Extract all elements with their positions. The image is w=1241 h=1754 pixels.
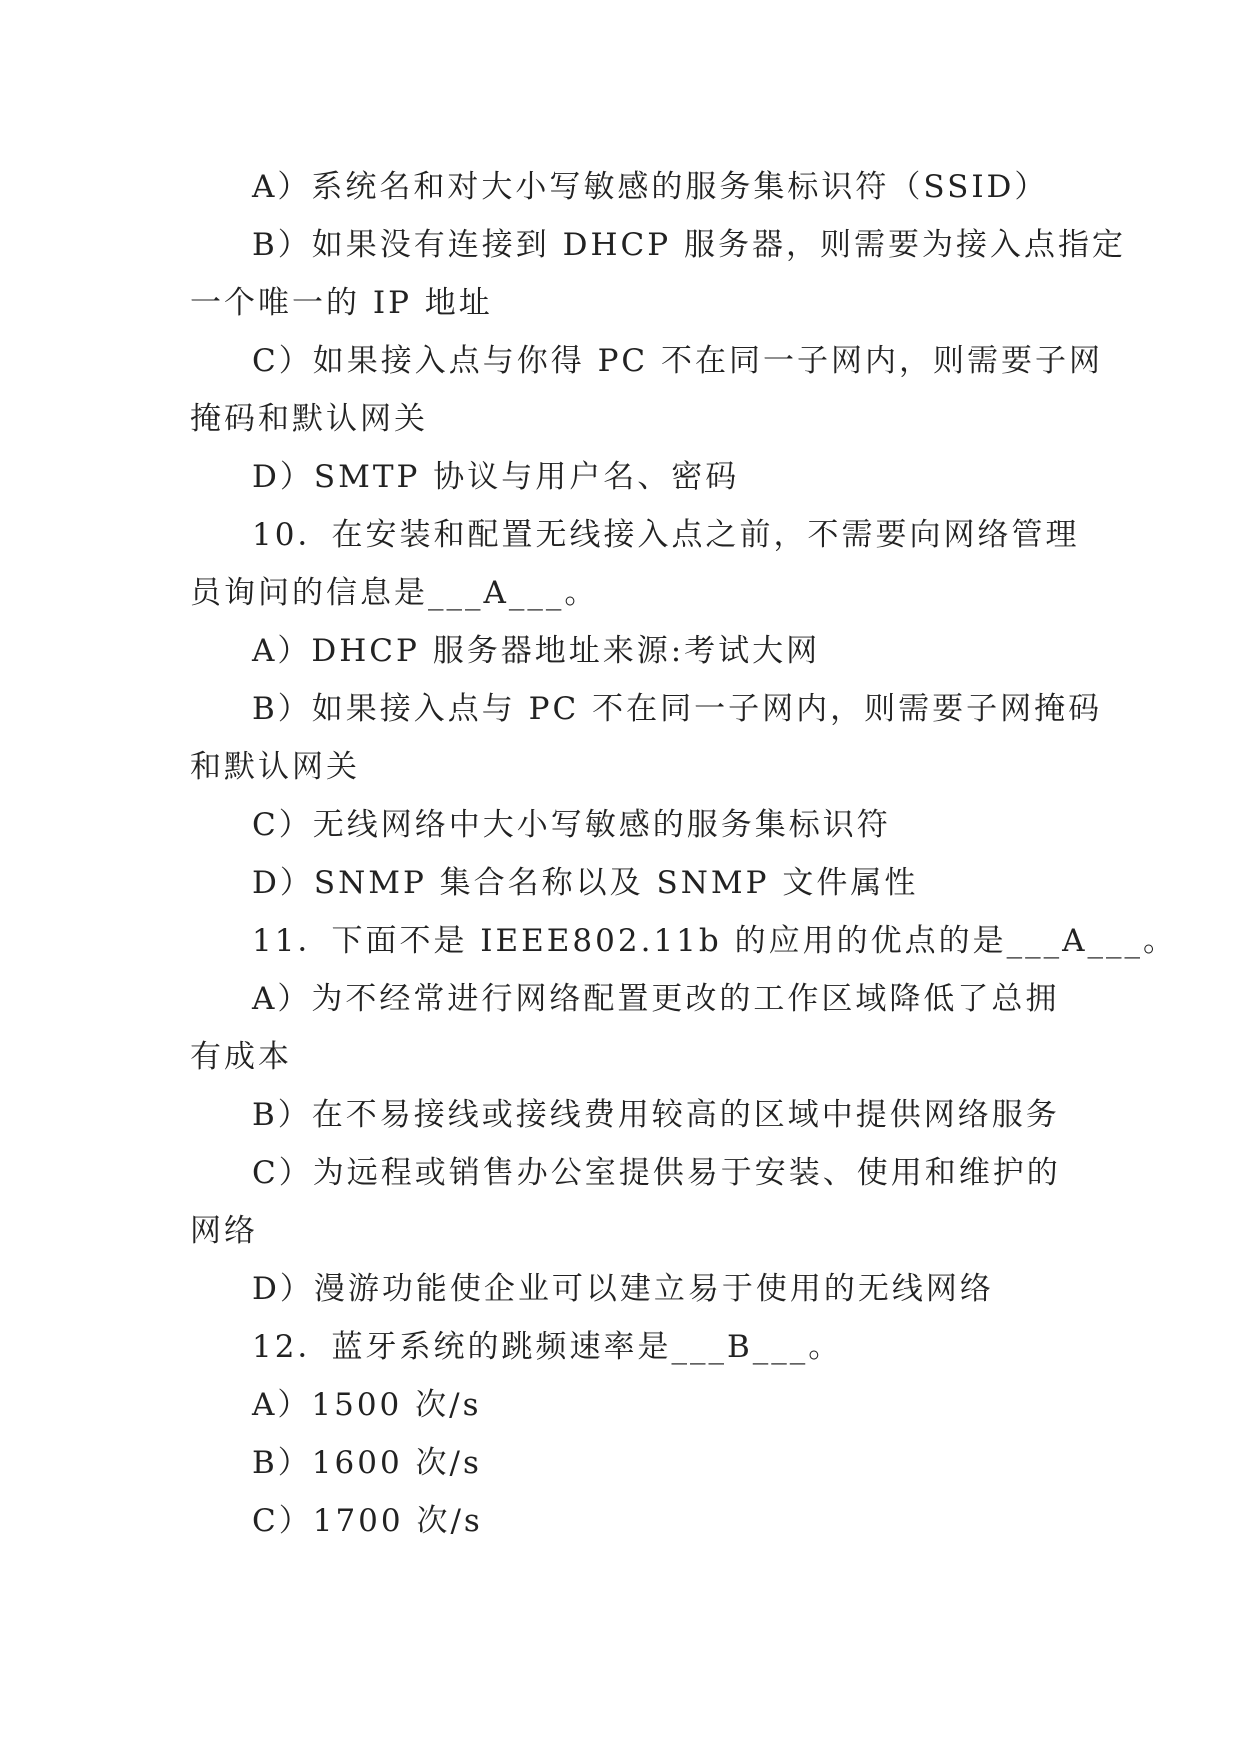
question-continuation-line: 员询问的信息是___A___。 <box>190 575 599 611</box>
question-line: 12．蓝牙系统的跳频速率是___B___。 <box>252 1329 843 1365</box>
option-line: B）1600 次/s <box>252 1445 482 1481</box>
option-line: D）漫游功能使企业可以建立易于使用的无线网络 <box>252 1271 994 1307</box>
option-line: C）1700 次/s <box>252 1503 483 1539</box>
option-line: A）DHCP 服务器地址来源:考试大网 <box>252 633 821 669</box>
option-continuation-line: 一个唯一的 IP 地址 <box>190 285 493 321</box>
option-line: B）如果没有连接到 DHCP 服务器，则需要为接入点指定 <box>252 227 1126 263</box>
option-line: D）SNMP 集合名称以及 SNMP 文件属性 <box>252 865 919 901</box>
option-continuation-line: 有成本 <box>190 1039 292 1075</box>
option-line: C）为远程或销售办公室提供易于安装、使用和维护的 <box>252 1155 1061 1191</box>
option-line: B）如果接入点与 PC 不在同一子网内，则需要子网掩码 <box>252 691 1103 727</box>
question-line: 11．下面不是 IEEE802.11b 的应用的优点的是___A___。 <box>252 923 1177 959</box>
question-line: 10．在安装和配置无线接入点之前，不需要向网络管理 <box>252 517 1080 553</box>
option-continuation-line: 网络 <box>190 1213 258 1249</box>
document-body <box>190 158 1177 1550</box>
option-continuation-line: 和默认网关 <box>190 749 360 785</box>
option-line: A）为不经常进行网络配置更改的工作区域降低了总拥 <box>252 981 1060 1017</box>
option-line: A）系统名和对大小写敏感的服务集标识符（SSID） <box>252 169 1049 205</box>
option-continuation-line: 掩码和默认网关 <box>190 401 428 437</box>
option-line: C）无线网络中大小写敏感的服务集标识符 <box>252 807 891 843</box>
option-line: C）如果接入点与你得 PC 不在同一子网内，则需要子网 <box>252 343 1104 379</box>
option-line: B）在不易接线或接线费用较高的区域中提供网络服务 <box>252 1097 1060 1133</box>
option-line: A）1500 次/s <box>252 1387 482 1423</box>
option-line: D）SMTP 协议与用户名、密码 <box>252 459 740 495</box>
